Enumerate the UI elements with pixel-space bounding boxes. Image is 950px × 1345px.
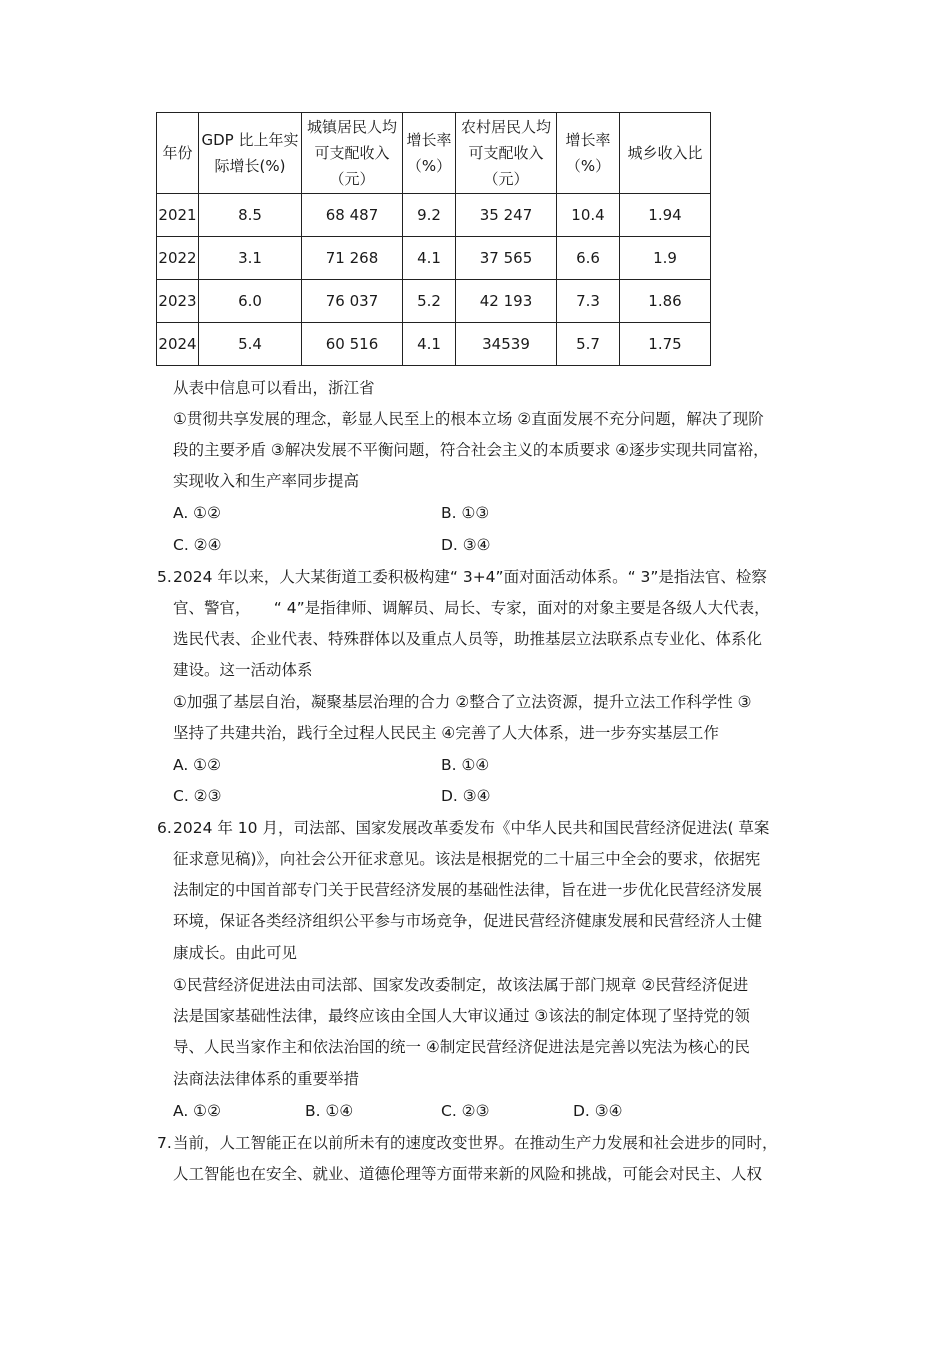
table-row [157, 323, 711, 366]
header-urban-income: 城镇居民人均 可支配收入 （元） [302, 113, 403, 194]
q7-number: 7. [157, 1134, 172, 1152]
q5-line: 官、警官， “ 4”是指律师、调解员、局长、专家，面对的对象主要是各级人大代表， [173, 599, 770, 617]
q6-option-b[interactable]: B. ①④ [305, 1102, 354, 1120]
q6-line: 法制定的中国首部专门关于民营经济发展的基础性法律，旨在进一步优化民营经济发展 [173, 881, 763, 899]
table-row [157, 237, 711, 280]
header-gdp-growth: GDP 比上年实 际增长(%) [199, 113, 302, 194]
q5-statement-line: 坚持了共建共治，践行全过程人民民主 ④完善了人大体系，进一步夯实基层工作 [173, 724, 719, 742]
header-rural-income: 农村居民人均 可支配收入 （元） [456, 113, 557, 194]
q5-option-b[interactable]: B. ①④ [441, 756, 490, 774]
table-cell: 5.2 [403, 280, 456, 323]
table-cell: 2021 [157, 194, 199, 237]
q5-line: 建设。这一活动体系 [173, 661, 313, 679]
q6-statement-line: ①民营经济促进法由司法部、国家发改委制定，故该法属于部门规章 ②民营经济促进 [173, 976, 749, 994]
income-statistics-table [156, 112, 711, 366]
q6-option-d[interactable]: D. ③④ [573, 1102, 623, 1120]
table-cell: 8.5 [199, 194, 302, 237]
q4-option-d[interactable]: D. ③④ [441, 536, 491, 554]
q6-line: 环境，保证各类经济组织公平参与市场竞争，促进民营经济健康发展和民营经济人士健 [173, 912, 763, 930]
q5-line: 选民代表、企业代表、特殊群体以及重点人员等，助推基层立法联系点专业化、体系化 [173, 630, 763, 648]
q7-line: 7. 当前，人工智能正在以前所未有的速度改变世界。在推动生产力发展和社会进步的同时， [173, 1128, 778, 1159]
q4-statement-line: ①贯彻共享发展的理念，彰显人民至上的根本立场 ②直面发展不充分问题，解决了现阶 [173, 410, 764, 428]
table-cell: 6.6 [557, 237, 620, 280]
table-cell: 71 268 [302, 237, 403, 280]
table-cell: 10.4 [557, 194, 620, 237]
q4-option-b[interactable]: B. ①③ [441, 504, 490, 522]
table-cell: 7.3 [557, 280, 620, 323]
table-cell: 2022 [157, 237, 199, 280]
table-cell: 6.0 [199, 280, 302, 323]
table-cell: 1.75 [620, 323, 711, 366]
q5-statement-line: ①加强了基层自治，凝聚基层治理的合力 ②整合了立法资源，提升立法工作科学性 ③ [173, 693, 752, 711]
q6-number: 6. [157, 819, 172, 837]
q4-option-c[interactable]: C. ②④ [173, 536, 222, 554]
q4-stem: 从表中信息可以看出，浙江省 [173, 379, 375, 397]
q6-statement-line: 导、人民当家作主和依法治国的统一 ④制定民营经济促进法是完善以宪法为核心的民 [173, 1038, 750, 1056]
table-cell: 3.1 [199, 237, 302, 280]
header-year: 年份 [157, 113, 199, 194]
table-cell: 2024 [157, 323, 199, 366]
q5-option-c[interactable]: C. ②③ [173, 787, 222, 805]
table-cell: 4.1 [403, 323, 456, 366]
table-cell: 2023 [157, 280, 199, 323]
q6-line: 征求意见稿)》，向社会公开征求意见。该法是根据党的二十届三中全会的要求，依据宪 [173, 850, 761, 868]
table-header-row [157, 113, 711, 194]
table-cell: 35 247 [456, 194, 557, 237]
table-cell: 5.7 [557, 323, 620, 366]
table-row [157, 194, 711, 237]
q5-number: 5. [157, 568, 172, 586]
q4-statement-line: 段的主要矛盾 ③解决发展不平衡问题，符合社会主义的本质要求 ④逐步实现共同富裕， [173, 441, 769, 459]
table-cell: 1.86 [620, 280, 711, 323]
table-row [157, 280, 711, 323]
q6-option-c[interactable]: C. ②③ [441, 1102, 490, 1120]
q5-option-a[interactable]: A. ①② [173, 756, 221, 774]
table-cell: 1.94 [620, 194, 711, 237]
q5-line: 5. 2024 年以来，人大某街道工委积极构建“ 3+4”面对面活动体系。“ 3”是指法官、检察 [173, 562, 767, 593]
q5-option-d[interactable]: D. ③④ [441, 787, 491, 805]
table-cell: 76 037 [302, 280, 403, 323]
q7-line: 人工智能也在安全、就业、道德伦理等方面带来新的风险和挑战，可能会对民主、人权 [173, 1165, 763, 1183]
table-cell: 5.4 [199, 323, 302, 366]
table-cell: 1.9 [620, 237, 711, 280]
table-cell: 68 487 [302, 194, 403, 237]
q6-statement-line: 法是国家基础性法律，最终应该由全国人大审议通过 ③该法的制定体现了坚持党的领 [173, 1007, 750, 1025]
q6-line: 6. 2024 年 10 月，司法部、国家发展改革委发布《中华人民共和国民营经济促进法( 草案 [173, 813, 769, 844]
header-income-ratio: 城乡收入比 [620, 113, 711, 194]
q6-option-a[interactable]: A. ①② [173, 1102, 221, 1120]
table-cell: 42 193 [456, 280, 557, 323]
q6-line: 康成长。由此可见 [173, 944, 298, 962]
table-cell: 60 516 [302, 323, 403, 366]
table-cell: 34539 [456, 323, 557, 366]
table-cell: 37 565 [456, 237, 557, 280]
q6-statement-line: 法商法法律体系的重要举措 [173, 1070, 360, 1088]
header-urban-growth: 增长率 （%） [403, 113, 456, 194]
table-cell: 4.1 [403, 237, 456, 280]
table-cell: 9.2 [403, 194, 456, 237]
q4-option-a[interactable]: A. ①② [173, 504, 221, 522]
q4-statement-line: 实现收入和生产率同步提高 [173, 472, 360, 490]
header-rural-growth: 增长率 （%） [557, 113, 620, 194]
